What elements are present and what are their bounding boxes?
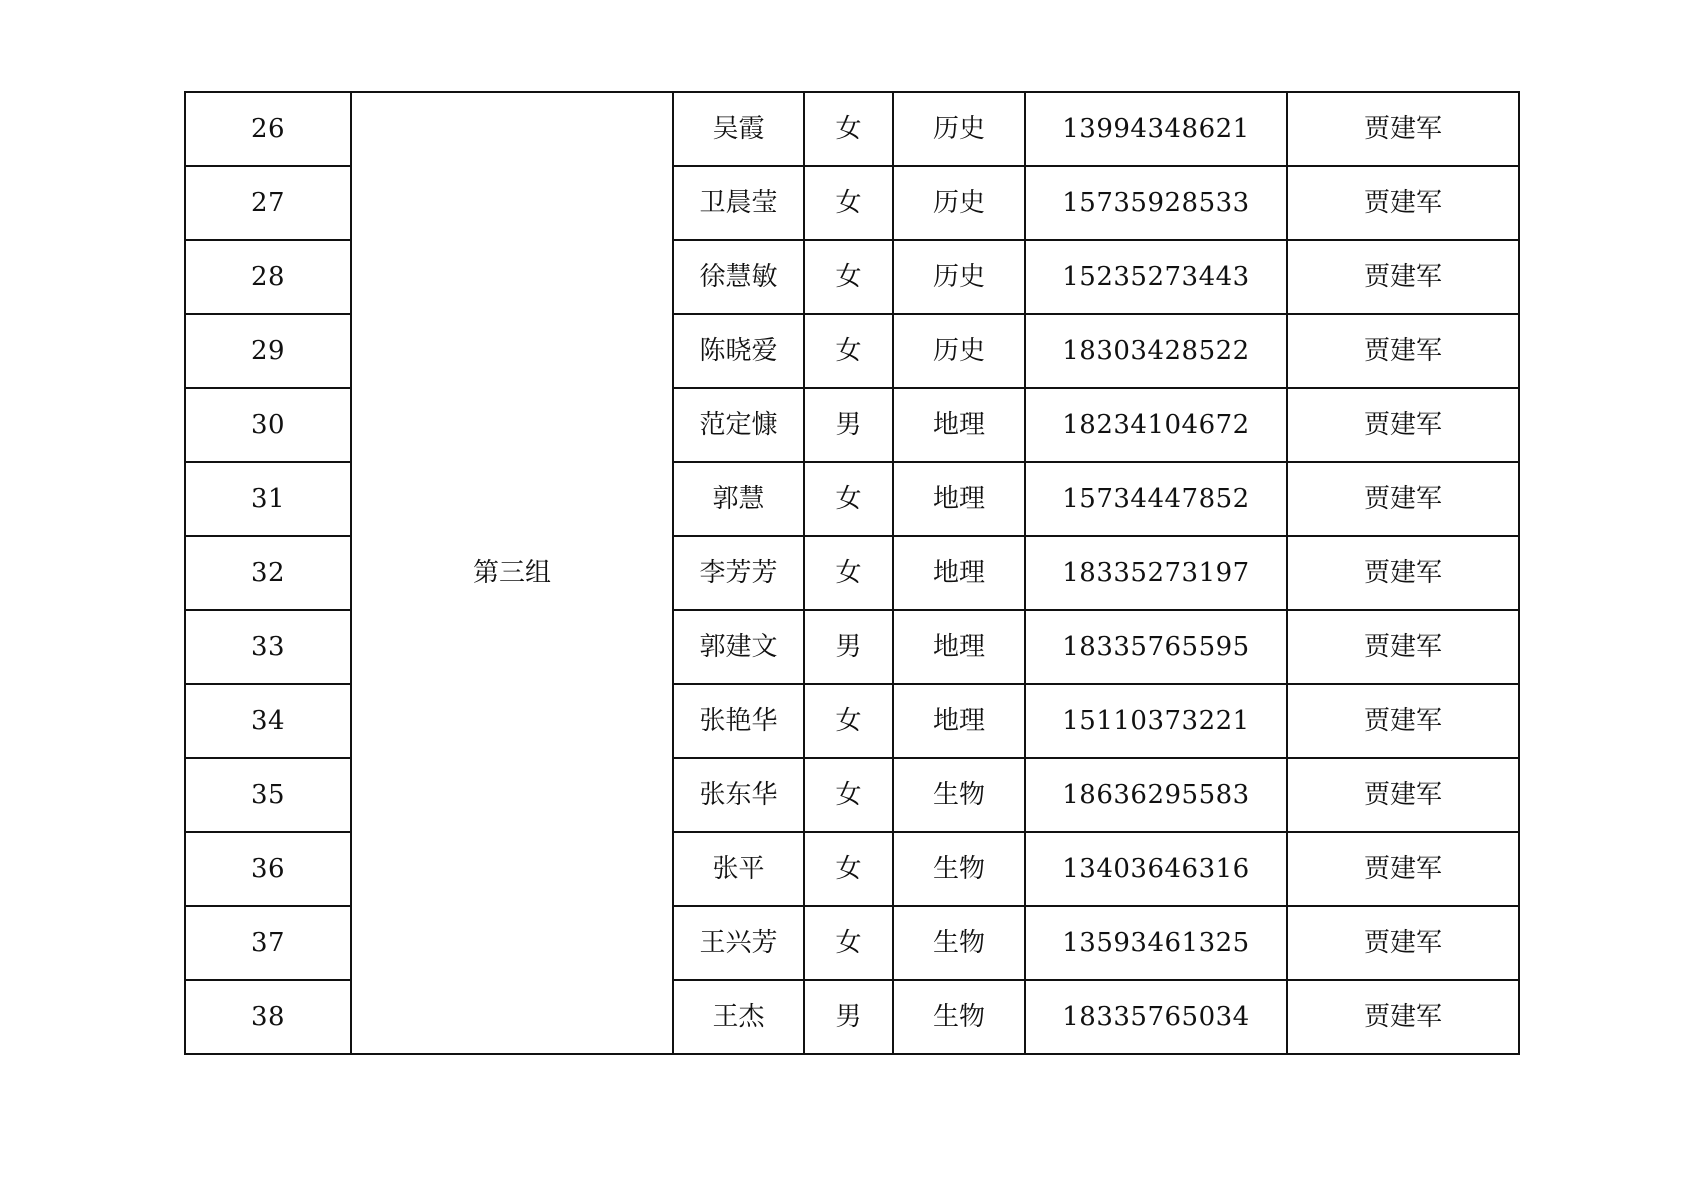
- leader-cell: 贾建军: [1287, 92, 1519, 166]
- phone-cell: 15110373221: [1025, 684, 1287, 758]
- name-cell: 卫晨莹: [673, 166, 804, 240]
- leader-cell: 贾建军: [1287, 906, 1519, 980]
- phone-cell: 18335765595: [1025, 610, 1287, 684]
- subject-cell: 历史: [893, 92, 1025, 166]
- row-number-cell: 30: [185, 388, 351, 462]
- name-cell: 郭建文: [673, 610, 804, 684]
- row-number-cell: 35: [185, 758, 351, 832]
- row-number-cell: 33: [185, 610, 351, 684]
- gender-cell: 女: [804, 166, 893, 240]
- leader-cell: 贾建军: [1287, 536, 1519, 610]
- subject-cell: 生物: [893, 832, 1025, 906]
- leader-cell: 贾建军: [1287, 684, 1519, 758]
- leader-cell: 贾建军: [1287, 610, 1519, 684]
- leader-cell: 贾建军: [1287, 462, 1519, 536]
- name-cell: 王杰: [673, 980, 804, 1054]
- phone-cell: 15735928533: [1025, 166, 1287, 240]
- name-cell: 范定慷: [673, 388, 804, 462]
- leader-cell: 贾建军: [1287, 758, 1519, 832]
- name-cell: 陈晓爱: [673, 314, 804, 388]
- subject-cell: 地理: [893, 536, 1025, 610]
- name-cell: 张东华: [673, 758, 804, 832]
- gender-cell: 女: [804, 240, 893, 314]
- subject-cell: 生物: [893, 758, 1025, 832]
- phone-cell: 15235273443: [1025, 240, 1287, 314]
- phone-cell: 18234104672: [1025, 388, 1287, 462]
- row-number-cell: 27: [185, 166, 351, 240]
- gender-cell: 女: [804, 462, 893, 536]
- leader-cell: 贾建军: [1287, 980, 1519, 1054]
- row-number-cell: 28: [185, 240, 351, 314]
- phone-cell: 13994348621: [1025, 92, 1287, 166]
- phone-cell: 15734447852: [1025, 462, 1287, 536]
- subject-cell: 地理: [893, 388, 1025, 462]
- gender-cell: 男: [804, 388, 893, 462]
- row-number-cell: 31: [185, 462, 351, 536]
- row-number-cell: 37: [185, 906, 351, 980]
- phone-cell: 18303428522: [1025, 314, 1287, 388]
- group-name-cell: 第三组: [351, 92, 673, 1054]
- gender-cell: 女: [804, 314, 893, 388]
- row-number-cell: 32: [185, 536, 351, 610]
- leader-cell: 贾建军: [1287, 166, 1519, 240]
- gender-cell: 男: [804, 610, 893, 684]
- row-number-cell: 29: [185, 314, 351, 388]
- leader-cell: 贾建军: [1287, 240, 1519, 314]
- gender-cell: 男: [804, 980, 893, 1054]
- subject-cell: 生物: [893, 980, 1025, 1054]
- name-cell: 吴霞: [673, 92, 804, 166]
- row-number-cell: 38: [185, 980, 351, 1054]
- gender-cell: 女: [804, 684, 893, 758]
- roster-table: [184, 91, 1520, 1055]
- leader-cell: 贾建军: [1287, 314, 1519, 388]
- name-cell: 张艳华: [673, 684, 804, 758]
- roster-body: [185, 92, 1519, 1054]
- phone-cell: 13593461325: [1025, 906, 1287, 980]
- gender-cell: 女: [804, 758, 893, 832]
- subject-cell: 历史: [893, 240, 1025, 314]
- phone-cell: 18335765034: [1025, 980, 1287, 1054]
- name-cell: 徐慧敏: [673, 240, 804, 314]
- gender-cell: 女: [804, 832, 893, 906]
- row-number-cell: 34: [185, 684, 351, 758]
- subject-cell: 地理: [893, 462, 1025, 536]
- subject-cell: 地理: [893, 610, 1025, 684]
- name-cell: 张平: [673, 832, 804, 906]
- name-cell: 郭慧: [673, 462, 804, 536]
- row-number-cell: 26: [185, 92, 351, 166]
- row-number-cell: 36: [185, 832, 351, 906]
- table-row: [185, 92, 1519, 166]
- gender-cell: 女: [804, 536, 893, 610]
- subject-cell: 历史: [893, 166, 1025, 240]
- name-cell: 王兴芳: [673, 906, 804, 980]
- name-cell: 李芳芳: [673, 536, 804, 610]
- leader-cell: 贾建军: [1287, 832, 1519, 906]
- subject-cell: 历史: [893, 314, 1025, 388]
- leader-cell: 贾建军: [1287, 388, 1519, 462]
- gender-cell: 女: [804, 92, 893, 166]
- subject-cell: 地理: [893, 684, 1025, 758]
- gender-cell: 女: [804, 906, 893, 980]
- phone-cell: 18335273197: [1025, 536, 1287, 610]
- subject-cell: 生物: [893, 906, 1025, 980]
- phone-cell: 13403646316: [1025, 832, 1287, 906]
- phone-cell: 18636295583: [1025, 758, 1287, 832]
